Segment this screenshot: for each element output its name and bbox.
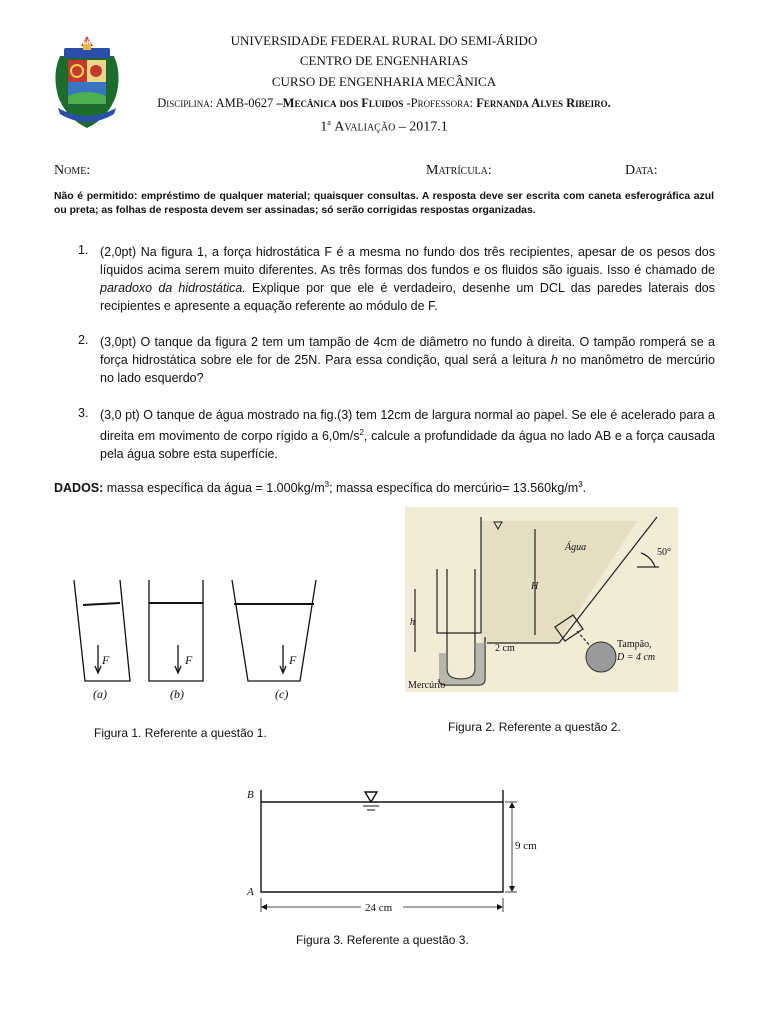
center-name: CENTRO DE ENGENHARIAS [299,53,469,68]
data-water: massa específica da água = 1.000kg/m [103,481,325,496]
container-b [149,580,203,681]
question-2 [100,333,715,387]
H-label: H [531,581,539,592]
h-label: h [410,617,415,628]
data-end: . [582,481,587,496]
date-field-label: Data: [625,163,658,178]
question-2-text-b: no manômetro de mercúrio no lado esquerdo? [100,353,715,385]
exam-number-sup: a [327,118,331,127]
course-name: CURSO DE ENGENHARIA MECÂNICA [271,74,497,89]
discipline-line [0,96,768,111]
surface-symbol [365,792,377,802]
height-label: 9 cm [515,840,537,852]
force-label-b: F [185,653,193,667]
height-arrow-bottom [509,886,515,892]
figure-1 [70,580,340,710]
width-arrow-right [497,904,503,910]
question-2-number: 2. [78,333,89,347]
free-surface-a [83,603,120,605]
figure-3 [225,780,555,920]
question-3-text-a: O tanque de água mostrado na fig.(3) tem 12cm de largura normal ao papel. Se ele é acelerado para a direita em movimento de corpo rígido a 6,0m/s [100,408,715,444]
exam-title [0,118,768,136]
question-3-points: (3,0 pt) [100,408,140,422]
data-label: DADOS: [54,481,104,496]
label-a: (a) [93,687,107,701]
data-line [54,480,714,495]
logo-text: UFERSA [74,40,100,46]
name-field-label: Nome: [54,163,91,178]
question-1-number: 1. [78,243,89,257]
instructions: Não é permitido: empréstimo de qualquer material; quaisquer consultas. A resposta deve ser escrita com caneta esferográfica azul ou preta; as folhas de resposta devem ser assinadas; só serão corrigidas respostas organizadas. [54,191,714,216]
discipline-code: AMB-0627 [215,96,274,110]
plug-disk [586,642,616,672]
question-2-italic: h [550,353,558,367]
angle-label: 50° [657,547,671,558]
professor-name: Fernanda Alves Ribeiro. [476,96,611,110]
label-c: (c) [275,687,289,701]
force-label-a: F [102,653,110,667]
question-1-points: (2,0pt) [100,245,137,259]
plug-label: Tampão, [617,639,652,650]
point-B: B [247,789,254,801]
question-2-text-a: O tanque da figura 2 tem um tampão de 4cm de diâmetro no fundo à direita. O tampão romperá se a força hidrostática sobre ele for de 25N. Para essa condição, qual será a leitura [100,335,715,367]
plug-diameter: D = 4 cm [617,652,656,663]
question-1-italic: paradoxo da hidrostática. [100,281,246,295]
data-water-sup: 3 [324,480,330,489]
force-label-c: F [289,653,297,667]
data-mercury-sup: 3 [578,480,583,489]
figure-1-caption: Figura 1. Referente a questão 1. [94,726,267,740]
discipline-label: Disciplina: [157,96,214,110]
question-3-text-b: , calcule a profundidade da água no lado AB e a força causada pela água sobre esta superfície. [100,429,715,462]
label-b: (b) [170,687,184,701]
mercury-label: Mercúrio [408,680,446,691]
question-3 [100,406,715,463]
question-1-text-b: Explique por que ele é verdadeiro, desenhe um DCL das paredes laterais dos recipientes e apresente a equação referente ao módulo de F. [100,281,715,313]
question-3-number: 3. [78,406,89,420]
figure-2-caption: Figura 2. Referente a questão 2. [448,720,621,734]
container-c [232,580,316,681]
exam-number: 1 [320,119,328,135]
data-mercury: ; massa específica do mercúrio= 13.560kg/m [329,481,579,496]
figure-3-caption: Figura 3. Referente a questão 3. [296,933,469,947]
tank-outline [261,790,503,892]
registration-field-label: Matrícula: [426,163,492,178]
professor-label: -Professora: [406,96,474,110]
width-label: 24 cm [365,902,393,914]
question-3-sup: 2 [359,428,364,437]
discipline-name: –Mecânica dos Fluidos [276,96,404,110]
university-name: UNIVERSIDADE FEDERAL RURAL DO SEMI-ÁRIDO [230,33,538,48]
water-label: Água [565,542,587,553]
gap-label: 2 cm [495,643,515,654]
width-arrow-left [261,904,267,910]
exam-title-text: Avaliação – 2017.1 [334,119,448,135]
figure-2 [405,507,678,692]
point-A: A [247,886,254,898]
question-1-text-a: Na figura 1, a força hidrostática F é a mesma no fundo dos três recipientes, apesar de os pesos dos líquidos acima serem muito diferentes. As três formas dos fundos e os fluidos são iguais. Isso é chamado de [100,245,715,277]
question-2-points: (3,0pt) [100,335,137,349]
question-1 [100,243,715,315]
height-arrow-top [509,802,515,808]
